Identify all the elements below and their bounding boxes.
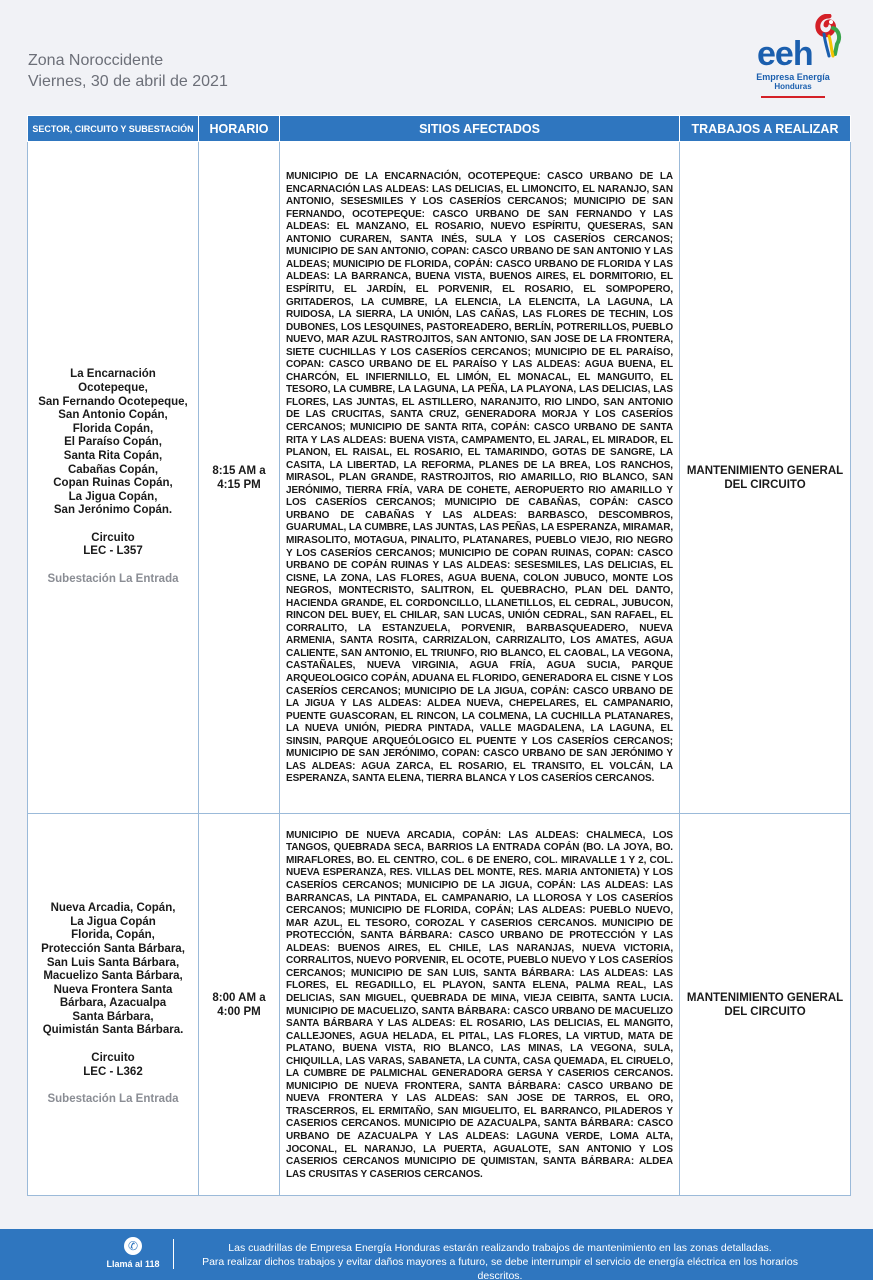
eeh-logo bbox=[753, 14, 849, 90]
sector-line: La Jigua Copán, bbox=[68, 490, 158, 503]
table-row bbox=[28, 814, 851, 1196]
header-sitios: SITIOS AFECTADOS bbox=[280, 116, 680, 142]
horario-cell bbox=[199, 814, 280, 1196]
sector-cell bbox=[28, 814, 199, 1196]
logo-underline bbox=[761, 96, 825, 98]
table-row bbox=[28, 142, 851, 814]
sitios-cell: MUNICIPIO DE NUEVA ARCADIA, COPÁN: LAS ALDEAS: CHALMECA, LOS TANGOS, QUEBRADA SECA, BARRIOS LA ENTRADA COPÁN (BO. LA JOYA, BO. MIRAFLORES, BO. EL CENTRO, COL. 6 DE ENERO, COL. MIRAVALLE 1 Y 2, COL. NUEVA ESPERANZA, RES. VILLAS DEL MONTE, RES. MARIA ANTONIETA) Y LOS CASERÍOS CERCANOS; MUNICIPIO DE LA JIGUA, COPÁN: LAS ALDEAS: LAS BARRANCAS, LA PINTADA, EL CAMPANARIO, LA LLOROSA Y LOS CASERÍOS CERCANOS; MUNICIPIO DE FLORIDA, COPÁN; LAS ALDEAS: PUEBLO NUEVO, MAR AZUL, EL TESORO, COROZAL Y CASERIOS CERCANOS. MUNICIPIO DE PROTECCIÓN, SANTA BÁRBARA: CASCO URBANO DE PROTECCIÓN Y LAS ALDEAS: BUENOS AIRES, EL CHILE, LAS NARANJAS, NUEVA VICTORIA, CORRALITOS, NUEVO PORVENIR, EL OCOTE, PUEBLO NUEVO Y LOS CASERÍOS CERCANOS; MUNICIPIO DE SAN LUIS, SANTA BÁRBARA: LAS ALDEAS: LAS FLORES, EL REGADILLO, EL PLAYON, SANTA ELENA, PALMA REAL, LAS DELICIAS, SAN MIGUEL, QUEBRADA DE MINA, VIEJA CEIBITA, SANTA LUCIA. MUNICIPIO DE MACUELIZO, SANTA BÁRBARA: CASCO URBANO DE MACUELIZO SANTA BÁRBARA Y LAS ALDEAS: EL ROSARIO, LAS DELICIAS, EL MANGITO, CALLEJONES, AGUA HELADA, EL PITAL, LAS FLORES, LA VIRTUD, MATA DE PLATANO, BUENA VISTA, RIO BLANCO, LAS MINAS, LA VEGONA, SULA, CHIQUILLA, LAS VARAS, SABANETA, LA CUNTA, CASA QUEMADA, EL CIRUELO, LA CUMBRE DE PALMICHAL GENERADORA GERSA Y CASERIOS CERCANOS. MUNICIPIO DE NUEVA FRONTERA, SANTA BÁRBARA: CASCO URBANO DE NUEVA FRONTERA Y LAS ALDEAS: SAN JOSE DE TARROS, EL ORO, TRASCERROS, EL ERMITAÑO, SAN MIGUELITO, EL BARRANCO, PILADEROS Y CASERIOS CERCANOS. MUNICIPIO DE AZACUALPA, SANTA BÁRBARA: CASCO URBANO DE AZACUALPA Y LAS ALDEAS: LAGUNA VERDE, LOMA ALTA, JOCONAL, EL NARANJO, LA PUERTA, AGUALOTE, SAN ANTONIO Y LOS CASERIOS CERCANOS MUNICIPIO DE QUIMISTAN, SANTA BÁRBARA: ALDEA LAS CRUSITAS Y CASERIOS CERCANOS. bbox=[280, 814, 680, 1196]
footer-divider bbox=[173, 1239, 174, 1269]
zone-title: Zona Noroccidente bbox=[28, 52, 164, 69]
sector-line: San Jerónimo Copán. bbox=[53, 504, 173, 517]
footer-line2: Para realizar dichos trabajos y evitar daños mayores a futuro, se debe interrumpir el servicio de energía eléctrica en los horarios descritos. bbox=[202, 1256, 798, 1280]
horario-line1: 8:15 AM a bbox=[212, 464, 266, 477]
trabajos-cell: MANTENIMIENTO GENERAL DEL CIRCUITO bbox=[680, 814, 851, 1196]
footer-line1: Las cuadrillas de Empresa Energía Honduras estarán realizando trabajos de mantenimiento en las zonas detalladas. bbox=[228, 1242, 772, 1254]
phone-icon: ✆ bbox=[124, 1237, 142, 1255]
sector-line: El Paraíso Copán, bbox=[64, 436, 162, 449]
logo-brand-line2: Honduras bbox=[774, 82, 812, 91]
footer-banner bbox=[0, 1229, 873, 1280]
date-text: Viernes, 30 de abril de 2021 bbox=[28, 73, 228, 90]
circuito-label: Circuito bbox=[91, 1052, 135, 1065]
header-sector: SECTOR, CIRCUITO Y SUBESTACIÓN bbox=[28, 116, 199, 142]
header-trabajos: TRABAJOS A REALIZAR bbox=[680, 116, 851, 142]
phone-contact[interactable] bbox=[96, 1237, 170, 1269]
sector-line: Nueva Arcadia, Copán, bbox=[50, 902, 176, 915]
header bbox=[28, 50, 228, 92]
horario-line2: 4:15 PM bbox=[217, 478, 261, 491]
sector-line: Florida Copán, bbox=[72, 422, 154, 435]
sector-line: San Antonio Copán, bbox=[58, 409, 168, 422]
schedule-table bbox=[27, 115, 851, 1196]
sector-line: Copan Ruinas Copán, bbox=[53, 477, 173, 490]
sector-line: Santa Rita Copán, bbox=[63, 449, 163, 462]
circuito-code: LEC - L362 bbox=[83, 1065, 143, 1078]
sector-line: Quimistán Santa Bárbara. bbox=[42, 1024, 184, 1037]
sector-line: Cabañas Copán, bbox=[67, 463, 159, 476]
sector-line: Protección Santa Bárbara, bbox=[41, 942, 185, 955]
trabajos-cell: MANTENIMIENTO GENERAL DEL CIRCUITO bbox=[680, 142, 851, 814]
circuito-label: Circuito bbox=[91, 531, 135, 544]
sector-line: Nueva Frontera Santa bbox=[53, 983, 173, 996]
logo-wordmark: eeh bbox=[757, 35, 813, 73]
sitios-cell: MUNICIPIO DE LA ENCARNACIÓN, OCOTEPEQUE: CASCO URBANO DE LA ENCARNACIÓN LAS ALDEAS: LAS DELICIAS, EL LIMONCITO, EL NARANJO, SAN ANTONIO, SESESMILES Y LOS CASERÍOS CERCANOS; MUNICIPIO DE SAN FERNANDO, OCOTEPEQUE: CASCO URBANO DE SAN FERNANDO Y LAS ALDEAS: EL MANZANO, EL ROSARIO, NUEVO ESPÍRITU, QUESERAS, SAN ANTONIO CURAREN, SANTA INÉS, SULA Y LOS CASERÍOS CERCANOS; MUNICIPIO DE SAN ANTONIO, COPAN: CASCO URBANO DE SAN ANTONIO Y LAS ALDEAS; MUNICIPIO DE FLORIDA, COPÁN: CASCO URBANO DE FLORIDA Y LAS ALDEAS: LA BARRANCA, BUENA VISTA, BUENOS AIRES, EL DORMITORIO, EL ESPÍRITU, EL JARDÍN, EL PORVENIR, EL ROSARIO, EL SOMPOPERO, GRITADEROS, LA CUMBRE, LA ELENCIA, LA ELENCITA, LA LAGUNA, LA RUIDOSA, LA SIERRA, LA UNIÓN, LAS CAÑAS, LAS FLORES DE TECHIN, LOS DUBONES, LOS LESQUINES, PASTOREADERO, BERLÍN, POTRERILLOS, PUEBLO NUEVO, MAR AZUL RASTROJITOS, SAN ANTONIO, SAN JOSE DE LA FRONTERA, SIETE CUCHILLAS Y LOS CASERÍOS CERCANOS; MUNICIPIO DE EL PARAÍSO, COPAN: CASCO URBANO DE EL PARAÍSO Y LAS ALDEAS: AGUA BUENA, EL CHARCÓN, EL INFIERNILLO, EL LIMÓN, EL MONACAL, EL MANGUITO, EL TESORO, LA CUMBRE, LA LAGUNA, LA PEÑA, LA PLAYONA, LAS DELICIAS, LAS FLORES, LAS JUNTAS, EL ASTILLERO, NARANJITO, RIO LINDO, SAN ANTONIO DE LAS CRUCITAS, SANTA CRUZ, GENERADORA MORJA Y LOS CASERÍOS CERCANOS; MUNICIPIO DE SANTA RITA, COPÁN: CASCO URBANO DE SANTA RITA Y LAS ALDEAS: BUENA VISTA, CAMPAMENTO, EL JARAL, EL MIRADOR, EL PLANON, EL RAISAL, EL ROSARIO, EL TAMARINDO, GOTAS DE SANGRE, LA CASITA, LA LIBERTAD, LA REFORMA, PLANES DE LA BREA, LOS RANCHOS, MIRASOL, PLAN GRANDE, RASTROJITOS, RIO AMARILLO, RIO BLANCO, SAN JERÓNIMO, TIERRA FRÍA, VARA DE COHETE, AEROPUERTO RIO AMARILLO Y LOS CASERÍOS CERCANOS; MUNICIPIO DE CABAÑAS, COPÁN: CASCO URBANO DE CABAÑAS Y LAS ALDEAS: BARBASCO, DESCOMBROS, GUARUMAL, LA CUMBRE, LAS JUNTAS, LAS PEÑAS, LA ESPERANZA, MIRAMAR, MIRASOLITO, MOTAGUA, PINALITO, PLATANARES, PUEBLO VIEJO, RIO NEGRO Y LOS CASERÍOS CERCANOS; MUNICIPIO DE COPAN RUINAS, COPAN: CASCO URBANO DE COPÁN RUINAS Y LAS ALDEAS: SESESMILES, LAS DELICIAS, EL CISNE, LA ZONA, LAS FLORES, AGUA BUENA, COLON JUBUCO, MONTE LOS NEGROS, MONTECRISTO, SALITRON, EL QUEBRACHO, PLAN DEL DANTO, HACIENDA GRANDE, EL CORDONCILLO, LLANETILLOS, EL CEDRAL, JUBUCON, RINCON DEL BUEY, EL CHILAR, SAN LUCAS, UNIÓN CEDRAL, SAN RAFAEL, EL CORRALITO, LA ESTANZUELA, PORVENIR, BARBASQUEADERO, NUEVA ARMENIA, SANTA ROSITA, CARRIZALON, CARRIZALITO, LOS AMATES, AGUA CALIENTE, SAN ANTONIO, EL TRIUNFO, RIO BLANCO, EL CAOBAL, LA VEGONA, CASTAÑALES, NUEVA VIRGINIA, AGUA FRÍA, AGUA SUCIA, PARQUE ARQUEOLOGICO COPÁN, ADUANA EL FLORIDO, GENERADORA EL CISNE Y LOS CASERÍOS CERCANOS; MUNICIPIO DE LA JIGUA, COPÁN: CASCO URBANO DE LA JIGUA Y LAS ALDEAS: ALDEA NUEVA, CHEPELARES, EL CAMPANARIO, PUENTE GUASCORAN, EL RINCON, LA COLMENA, LA CUCHILLA PLATANARES, LA NUEVA UNIÓN, PIEDRA PINTADA, VALLE MAGDALENA, LA LAGUNA, EL SINSIN, PARQUE ARQUEÓLOGICO EL PUENTE Y LOS CASERÍOS CERCANOS; MUNICIPIO DE SAN JERÓNIMO, COPAN: CASCO URBANO DE SAN JERÓNIMO Y LAS ALDEAS: AGUA ZARCA, EL ROSARIO, EL TRANSITO, EL VOLCÁN, LA ESPERANZA, SANTA ELENA, TIERRA BLANCA Y LOS CASERÍOS CERCANOS. bbox=[280, 142, 680, 814]
sector-line: Bárbara, Azacualpa bbox=[59, 997, 167, 1010]
sector-line: Macuelizo Santa Bárbara, bbox=[43, 970, 183, 983]
sector-line: La Encarnación Ocotepeque, bbox=[70, 368, 156, 394]
sector-line: La Jigua Copán bbox=[70, 915, 156, 928]
subestacion-label: Subestación La Entrada bbox=[47, 573, 179, 586]
sector-line: San Luis Santa Bárbara, bbox=[46, 956, 180, 969]
phone-label: Llamá al 118 bbox=[106, 1259, 160, 1269]
subestacion-label: Subestación La Entrada bbox=[47, 1093, 179, 1106]
logo-brand-line1: Empresa Energía bbox=[756, 72, 830, 82]
sector-line: Florida, Copán, bbox=[71, 929, 155, 942]
horario-cell bbox=[199, 142, 280, 814]
sector-cell bbox=[28, 142, 199, 814]
table-header-row bbox=[28, 116, 851, 142]
horario-line1: 8:00 AM a bbox=[212, 991, 266, 1004]
footer-message bbox=[180, 1241, 820, 1280]
circuito-code: LEC - L357 bbox=[83, 545, 143, 558]
sector-line: San Fernando Ocotepeque, bbox=[38, 395, 188, 408]
horario-line2: 4:00 PM bbox=[217, 1005, 261, 1018]
header-horario: HORARIO bbox=[199, 116, 280, 142]
sector-line: Santa Bárbara, bbox=[72, 1010, 154, 1023]
